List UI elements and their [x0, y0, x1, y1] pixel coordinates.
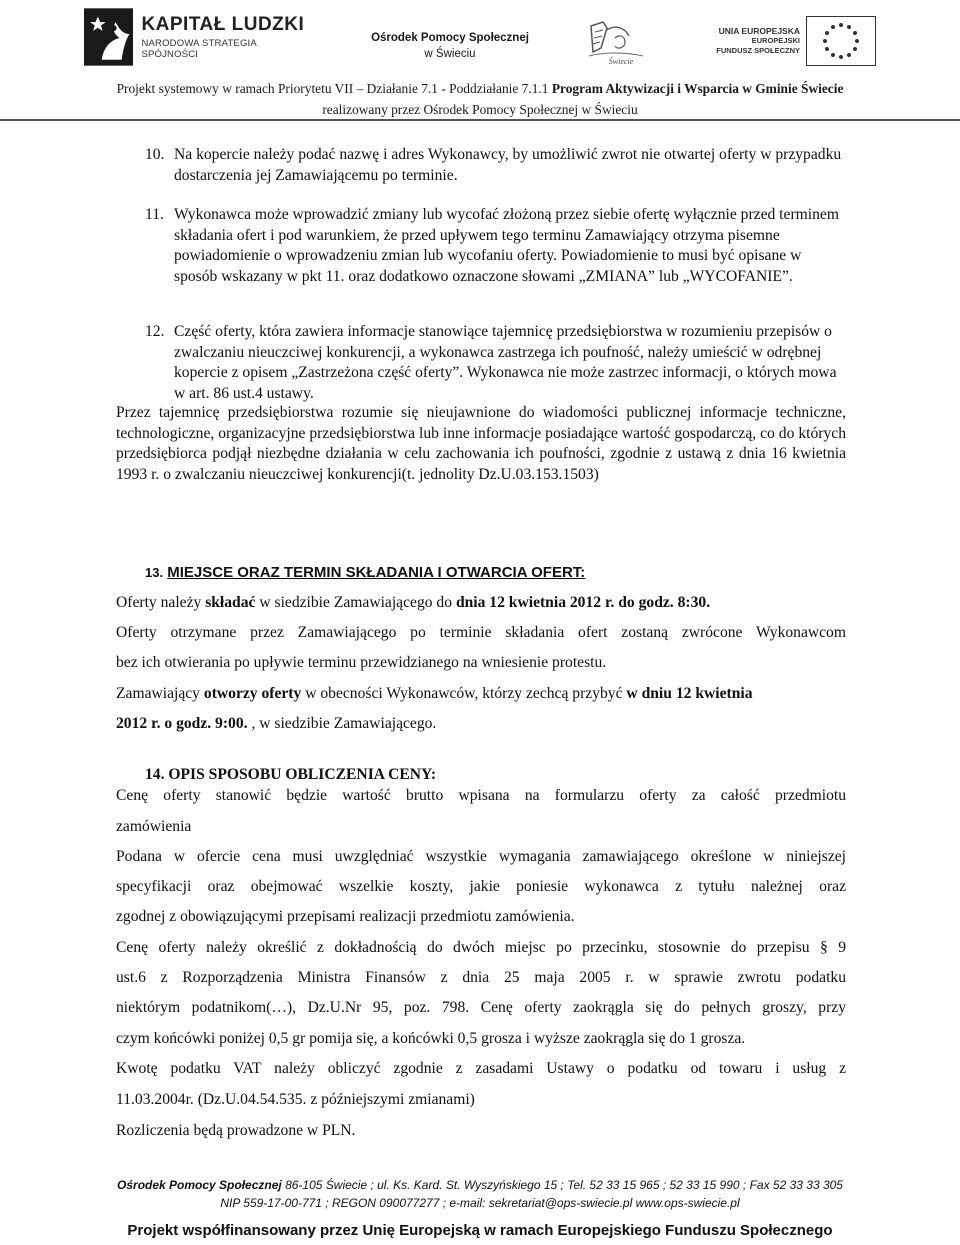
eu-line1: UNIA EUROPEJSKA: [718, 26, 800, 36]
section-14-line-2: zamówienia: [116, 818, 192, 835]
header-divider: [0, 119, 960, 121]
footer-address: [0, 1176, 960, 1194]
swiecie-logo-text: Świecie: [608, 57, 634, 66]
header-org-line1: Ośrodek Pomocy Społecznej: [371, 32, 529, 44]
section-13-line-5: [116, 714, 846, 734]
footer-ids: NIP 559-17-00-771 ; REGON 090077277 ; e-mail: sekretariat@ops-swiecie.pl www.ops-swiecie.pl: [220, 1196, 740, 1210]
header-organization: [350, 30, 550, 62]
list-item-11-text: Wykonawca może wprowadzić zmiany lub wycofać złożoną przez siebie ofertę wyłącznie przed terminem składania ofert i pod warunkiem, że przed upływem tego terminu Zamawiający otrzyma pisemne powiadomienie o wprowadzeniu zmian lub wycofaniu oferty. Powiadomienie to musi być opisane w sposób wskazany w pkt 11. oraz dodatkowo oznaczone słowami „ZMIANA” lub „WYCOFANIE”.: [174, 206, 839, 285]
section-14-line-1: Cenę oferty stanowić będzie wartość brutto wpisana na formularzu oferty za całość przedmiotu: [116, 787, 846, 804]
section-13-line-1: [116, 593, 846, 613]
section-14-line-8: niektórym podatnikom(…), Dz.U.Nr 95, poz. 798. Cenę oferty zaokrągla się do pełnych groszy, przy: [116, 999, 846, 1016]
project-line2: realizowany przez Ośrodek Pomocy Społecznej w Świeciu: [322, 102, 638, 117]
section-13-opening-time: 2012 r. o godz. 9:00.: [116, 715, 248, 732]
section-14-heading: 14. OPIS SPOSOBU OBLICZENIA CENY:: [145, 766, 437, 783]
kapital-ludzki-subtitle: NARODOWA STRATEGIA SPÓJNOŚCI: [141, 38, 257, 60]
section-13-deadline: dnia 12 kwietnia 2012 r. do godz. 8:30.: [455, 594, 711, 611]
eu-line2: EUROPEJSKI: [751, 36, 800, 45]
list-item-10-number: 10.: [145, 146, 165, 163]
project-description: [0, 78, 960, 120]
section-13-line-2: Oferty otrzymane przez Zamawiającego po terminie składania ofert zostaną zwrócone Wykonawcom: [116, 624, 846, 641]
list-item-11: [145, 205, 845, 287]
list-item-10: [145, 145, 845, 186]
list-item-11-number: 11.: [145, 206, 164, 223]
section-13-bold: otworzy oferty: [203, 685, 302, 702]
document-header: [0, 0, 960, 122]
footer-org: Ośrodek Pomocy Społecznej: [117, 1178, 282, 1192]
project-line1-a: Projekt systemowy w ramach Priorytetu VII – Działanie 7.1 - Poddziałanie 7.1.1: [116, 81, 549, 96]
section-14-line-12: Rozliczenia będą prowadzone w PLN.: [116, 1122, 356, 1139]
list-item-12-text: Część oferty, która zawiera informacje stanowiące tajemnicę przedsiębiorstwa w rozumieniu przepisów o zwalczaniu nieuczciwej konkurencji, a wykonawca zastrzega ich poufność, należy umieścić w odrębnej kopercie z opisem „Zastrzeżona część oferty”. Wykonawca nie może zastrzec informacji, o których mowa w art. 86 ust.4 ustawy.: [174, 323, 837, 402]
section-14-line-6: Cenę oferty należy określić z dokładnością do dwóch miejsc po przecinku, stosownie do przepisu § 9: [116, 939, 846, 956]
kapital-ludzki-title: KAPITAŁ LUDZKI: [141, 14, 305, 35]
section-14-line-7: ust.6 z Rozporządzenia Ministra Finansów z dnia 25 maja 2005 r. w sprawie zwrotu podatku: [116, 969, 846, 986]
section-14-line-5: zgodnej z obowiązującymi przepisami realizacji przedmiotu zamówienia.: [116, 908, 575, 925]
section-13-text: Oferty należy: [116, 594, 206, 611]
section-14-line-3: Podana w ofercie cena musi uwzględniać wszystkie wymagania zamawiającego określone w niniejszej: [116, 848, 846, 865]
section-13-title: MIEJSCE ORAZ TERMIN SKŁADANIA I OTWARCIA OFERT:: [167, 564, 586, 581]
section-13-number: 13.: [145, 565, 164, 580]
list-item-12: [145, 322, 845, 404]
footer-address-text: 86-105 Świecie ; ul. Ks. Kard. St. Wyszyńskiego 15 ; Tel. 52 33 15 965 ; 52 33 15 990 ; Fax 52 33 33 305: [281, 1178, 843, 1192]
section-13-opening-date: w dniu 12 kwietnia: [626, 685, 753, 702]
section-13-text: , w siedzibie Zamawiającego.: [247, 715, 437, 732]
header-org-line2: w Świeciu: [424, 48, 476, 60]
eu-flag-icon: [806, 16, 876, 66]
document-footer: [0, 1176, 960, 1212]
section-13-line-4: [116, 684, 846, 704]
section-13-heading: [145, 564, 585, 581]
section-14-line-11: 11.03.2004r. (Dz.U.04.54.535. z późniejszymi zmianami): [116, 1091, 475, 1108]
project-line1-b: Program Aktywizacji i Wsparcia w Gminie Świecie: [551, 81, 844, 96]
section-13-text: w siedzibie Zamawiającego do: [255, 594, 456, 611]
eu-efs-logo: [716, 16, 886, 66]
section-13-text: w obecności Wykonawców, którzy zechcą przybyć: [301, 685, 627, 702]
section-13-bold: składać: [205, 594, 256, 611]
trade-secret-paragraph: Przez tajemnicę przedsiębiorstwa rozumie się nieujawnione do wiadomości publicznej informacje techniczne, technologiczne, organizacyjne przedsiębiorstwa lub inne informacje posiadające wartość gospodarczą, co do których przedsiębiorca podjął niezbędne działania w celu zachowania ich poufności, zgodnie z ustawą z dnia 16 kwietnia 1993 r. o zwalczaniu nieuczciwej konkurencji(t. jednolity Dz.U.03.153.1503): [116, 404, 846, 483]
kapital-ludzki-emblem-icon: [84, 8, 133, 66]
section-14-line-4: specyfikacji oraz obejmować wszelkie koszty, jakie poniesie wykonawca z tytułu należnej oraz: [116, 878, 846, 895]
section-13-text: Zamawiający: [116, 685, 204, 702]
footer-cofinance: Projekt współfinansowany przez Unię Europejską w ramach Europejskiego Funduszu Społecznego: [127, 1222, 833, 1239]
list-item-12-number: 12.: [145, 323, 165, 340]
list-item-10-text: Na kopercie należy podać nazwę i adres Wykonawcy, by umożliwić zwrot nie otwartej oferty w przypadku dostarczenia jej Zamawiającemu po terminie.: [174, 146, 842, 184]
kapital-ludzki-logo: [84, 6, 314, 68]
section-14-line-10: Kwotę podatku VAT należy obliczyć zgodnie z zasadami Ustawy o podatku od towaru i usług z: [116, 1060, 846, 1077]
section-14-line-9: czym końcówki poniżej 0,5 gr pomija się, a końcówki 0,5 grosza i wyższe zaokrągla się do 1 grosza.: [116, 1030, 746, 1047]
swiecie-coat-logo-icon: [585, 18, 647, 68]
eu-line3: FUNDUSZ SPOŁECZNY: [716, 46, 800, 55]
section-13-line-3: bez ich otwierania po upływie terminu przewidzianego na wniesienie protestu.: [116, 654, 607, 671]
